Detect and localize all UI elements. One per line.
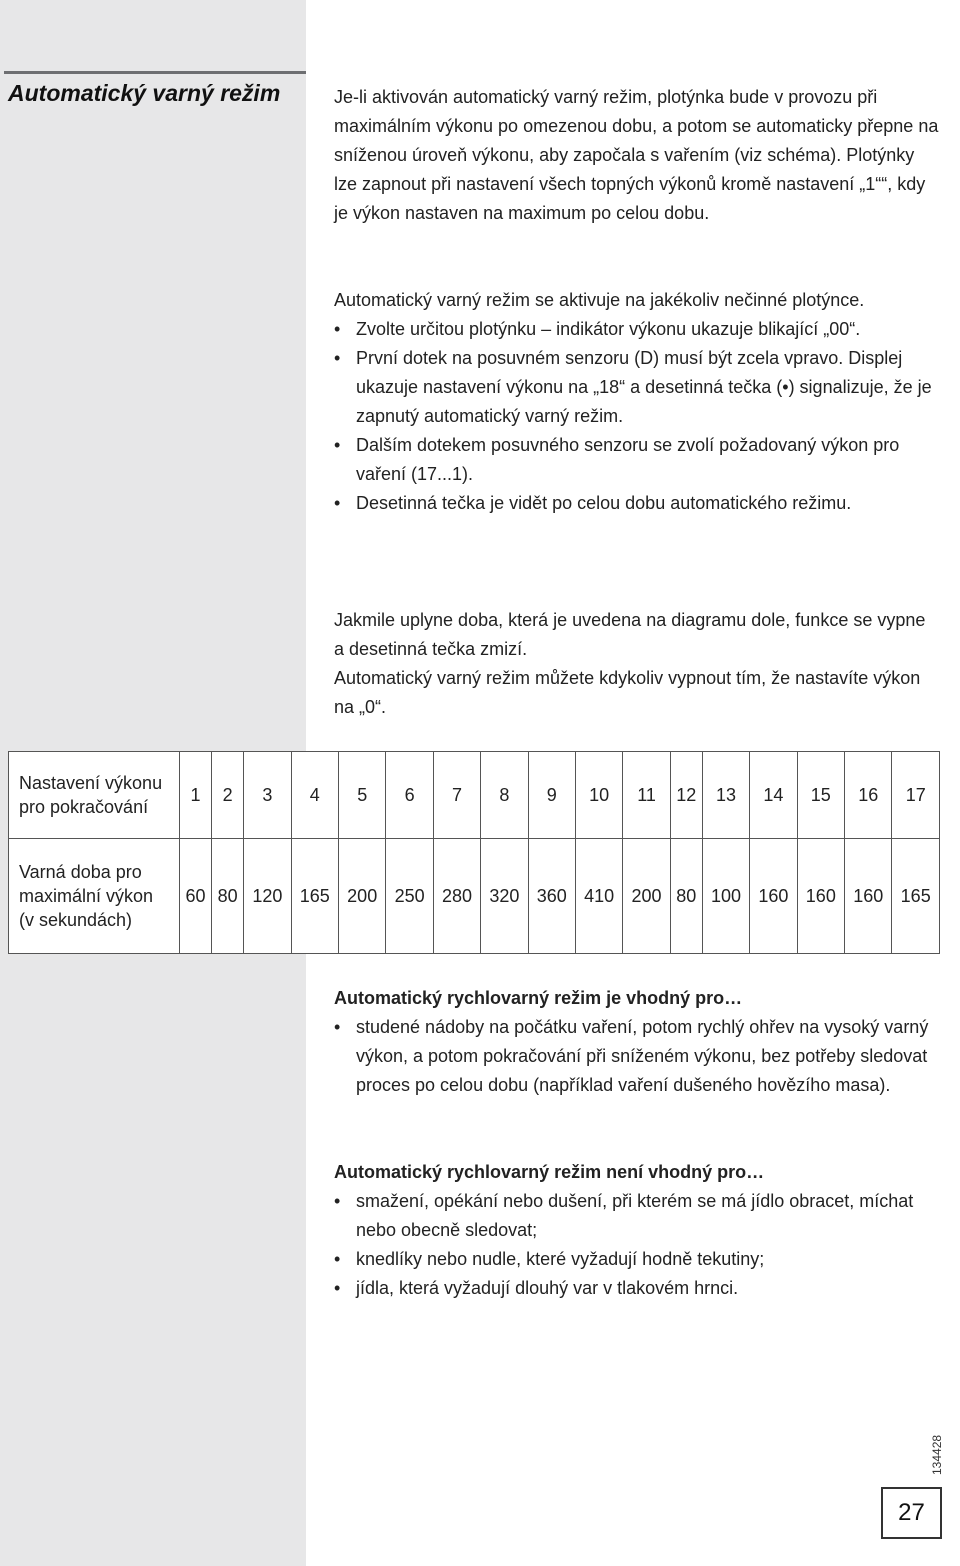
table-cell: 120 [244,839,291,954]
table-cell: 250 [386,839,433,954]
page-number: 27 [881,1487,942,1539]
table-cell: 12 [670,752,702,839]
table-cell: 7 [433,752,480,839]
table-cell: 6 [386,752,433,839]
activation-paragraph: Automatický varný režim se aktivuje na jakékoliv nečinné plotýnce. [334,290,865,310]
table-cell: 14 [750,752,797,839]
list-item: • Desetinná tečka je vidět po celou dobu automatického režimu. [334,489,940,518]
section-title: Automatický varný režim [8,80,281,106]
list-item: • jídla, která vyžadují dlouhý var v tlakovém hrnci. [334,1274,940,1303]
list-item: • Dalším dotekem posuvného senzoru se zvolí požadovaný výkon pro vaření (17...1). [334,431,940,489]
table-cell: 80 [212,839,244,954]
power-table-area [0,742,960,960]
list-item: • knedlíky nebo nudle, které vyžadují hodně tekutiny; [334,1245,940,1274]
table-cell: 410 [575,839,622,954]
table-cell: 13 [702,752,749,839]
deactivation-block [334,606,940,722]
intro-block [334,83,940,228]
activation-block [334,286,940,518]
table-cell: 320 [481,839,528,954]
table-cell: 200 [623,839,670,954]
table-cell: 165 [291,839,338,954]
table-cell: 200 [339,839,386,954]
list-item: • studené nádoby na počátku vaření, potom rychlý ohřev na vysoký varný výkon, a potom pokračování při sníženém výkonu, bez potřeby sledovat proces po celou dobu (například vaření dušeného hovězího masa). [334,1013,940,1100]
table-cell: 9 [528,752,575,839]
table-cell: 80 [670,839,702,954]
table-cell: 3 [244,752,291,839]
unsuitable-list [334,1187,940,1303]
table-cell: 160 [845,839,892,954]
suitable-list [334,1013,940,1100]
table-cell: 4 [291,752,338,839]
intro-paragraph: Je-li aktivován automatický varný režim, plotýnka bude v provozu při maximálním výkonu po omezenou dobu, a potom se automaticky přepne na sníženou úroveň výkonu, aby započala s vařením (viz schéma). Plotýnky lze zapnout při nastavení všech topných výkonů kromě nastavení „1““, kdy je výkon nastaven na maximum po celou dobu. [334,87,939,223]
table-cell: 17 [892,752,940,839]
list-item: • Zvolte určitou plotýnku – indikátor výkonu ukazuje blikající „00“. [334,315,940,344]
row-header: Nastavení výkonu pro pokračování [9,752,180,839]
list-item: • smažení, opékání nebo dušení, při kterém se má jídlo obracet, míchat nebo obecně sledovat; [334,1187,940,1245]
section-divider [4,71,306,74]
table-cell: 100 [702,839,749,954]
table-cell: 16 [845,752,892,839]
table-row [9,752,940,839]
suitable-heading: Automatický rychlovarný režim je vhodný pro… [334,988,743,1008]
deactivation-paragraph: Automatický varný režim můžete kdykoliv vypnout tím, že nastavíte výkon na „0“. [334,668,921,717]
activation-steps [334,315,940,518]
power-time-table [8,751,940,954]
table-cell: 15 [797,752,844,839]
deactivation-paragraph: Jakmile uplyne doba, která je uvedena na diagramu dole, funkce se vypne a desetinná tečka zmizí. [334,610,926,659]
table-cell: 11 [623,752,670,839]
table-cell: 2 [212,752,244,839]
table-row [9,839,940,954]
document-number: 134428 [930,1434,944,1475]
table-cell: 160 [750,839,797,954]
list-item: • První dotek na posuvném senzoru (D) musí být zcela vpravo. Displej ukazuje nastavení výkonu na „18“ a desetinná tečka (•) signalizuje, že je zapnutý automatický varný režim. [334,344,940,431]
table-cell: 60 [180,839,212,954]
table-cell: 360 [528,839,575,954]
table-cell: 5 [339,752,386,839]
suitable-block [334,984,940,1100]
unsuitable-block [334,1158,940,1303]
row-header: Varná doba pro maximální výkon (v sekundách) [9,839,180,954]
table-cell: 280 [433,839,480,954]
unsuitable-heading: Automatický rychlovarný režim není vhodný pro… [334,1162,765,1182]
table-cell: 1 [180,752,212,839]
table-cell: 165 [892,839,940,954]
table-cell: 10 [575,752,622,839]
table-cell: 8 [481,752,528,839]
table-cell: 160 [797,839,844,954]
